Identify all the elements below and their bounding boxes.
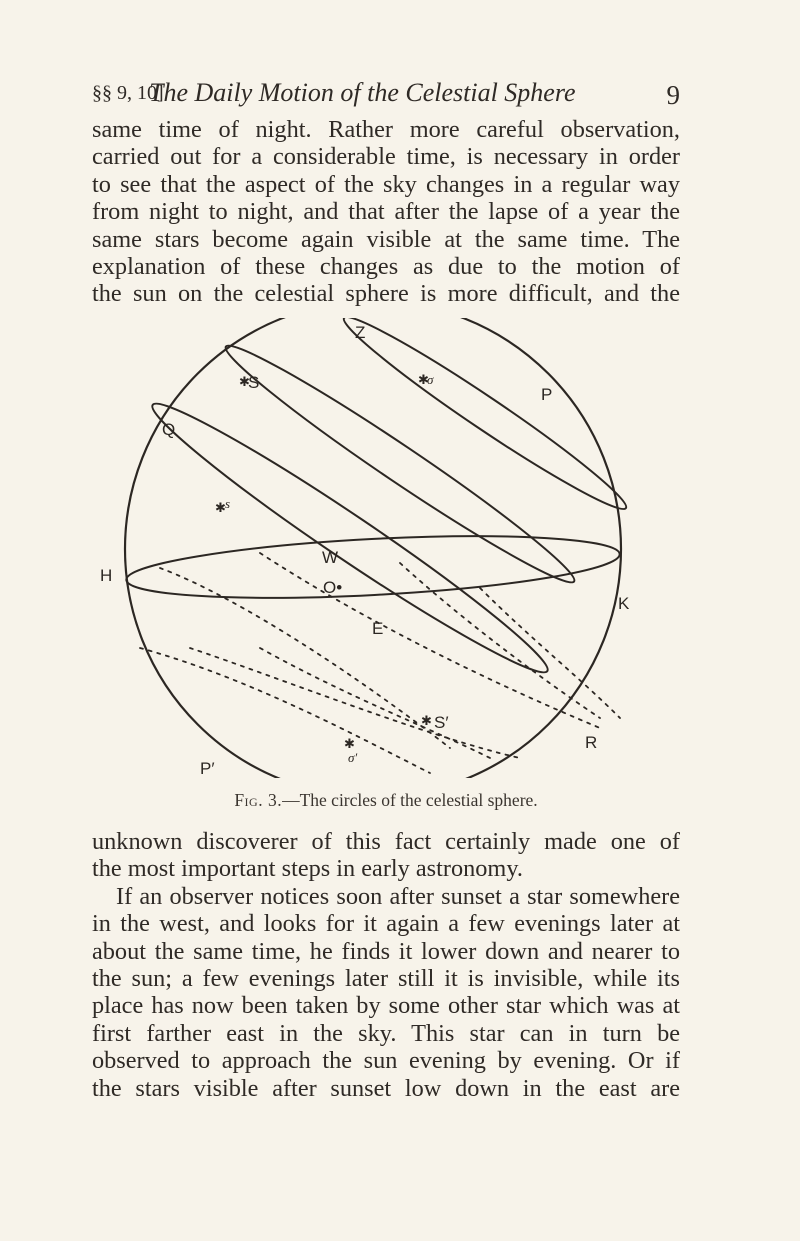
text-line: the most important steps in early astronomy.: [92, 855, 523, 883]
label-star-s: S: [248, 373, 260, 392]
text-line: unknown discoverer of this fact certainly made one of: [92, 828, 680, 855]
text-line: If an observer notices soon after sunset a star somewhere: [116, 882, 680, 910]
horizon-circle: [125, 526, 621, 608]
star-icon: ✱: [215, 501, 226, 516]
hidden-arc: [260, 648, 490, 758]
text-line: in the west, and looks for it again a few evenings later at: [92, 910, 680, 938]
paragraph-top: [92, 116, 680, 308]
label-east: E: [372, 619, 384, 638]
text-line: observed to approach the sun evening by evening. Or if: [92, 1047, 680, 1075]
text-line: from night to night, and that after the lapse of a year the: [92, 198, 680, 226]
text-line: about the same time, he finds it lower down and nearer to: [92, 937, 680, 965]
label-sigma-prime: σ′: [348, 750, 358, 765]
text-line: explanation of these changes as due to the motion of: [92, 253, 680, 281]
section-reference: §§ 9, 10]: [92, 82, 164, 104]
text-line: the sun; a few evenings later still it is invisible, while its: [92, 965, 680, 993]
label-p-prime: P′: [200, 759, 215, 778]
text-line: same stars become again visible at the same time. The: [92, 225, 680, 253]
page-number: 9: [666, 80, 680, 110]
hidden-arc: [400, 563, 600, 718]
text-line: carried out for a considerable time, is necessary in order: [92, 143, 680, 171]
caption-text: —The circles of the celestial sphere.: [282, 790, 538, 810]
label-small-s: s: [225, 496, 231, 511]
text-line: the sun on the celestial sphere is more difficult, and the: [92, 280, 680, 308]
hidden-arc: [190, 648, 520, 758]
paragraph-bottom: [92, 828, 680, 1102]
celestial-sphere-figure: [100, 318, 660, 778]
star-icon: ✱: [421, 714, 432, 729]
text-line: the stars visible after sunset low down in the east are: [92, 1074, 680, 1102]
running-title: The Daily Motion of the Celestial Sphere: [149, 78, 576, 107]
figure-caption: [92, 790, 680, 811]
label-star-s-prime: S′: [434, 713, 449, 732]
hidden-arc: [260, 553, 600, 728]
celestial-sphere-diagram: [100, 318, 660, 778]
text-line: to see that the aspect of the sky changes in a regular way: [92, 170, 680, 198]
label-sigma: σ: [427, 372, 434, 387]
label-pole: P: [541, 385, 553, 404]
running-header: [92, 78, 680, 112]
label-r: R: [585, 733, 598, 752]
star-icon: ✱: [418, 373, 429, 388]
star-icon: ✱: [344, 737, 355, 752]
label-west: W: [322, 548, 339, 567]
text-line: first farther east in the sky. This star can in turn be: [92, 1019, 680, 1047]
label-h: H: [100, 566, 113, 585]
label-observer: O•: [323, 578, 343, 597]
label-k: K: [618, 594, 630, 613]
parallel-circle-upper: [335, 318, 635, 521]
text-line: same time of night. Rather more careful observation,: [92, 116, 680, 143]
text-line: place has now been taken by some other star which was at: [92, 992, 680, 1020]
label-zenith: Z: [355, 323, 366, 342]
label-q: Q: [162, 420, 176, 439]
hidden-arc: [160, 568, 450, 748]
star-icon: ✱: [239, 375, 250, 390]
caption-figure-number: Fig. 3.: [234, 790, 283, 810]
